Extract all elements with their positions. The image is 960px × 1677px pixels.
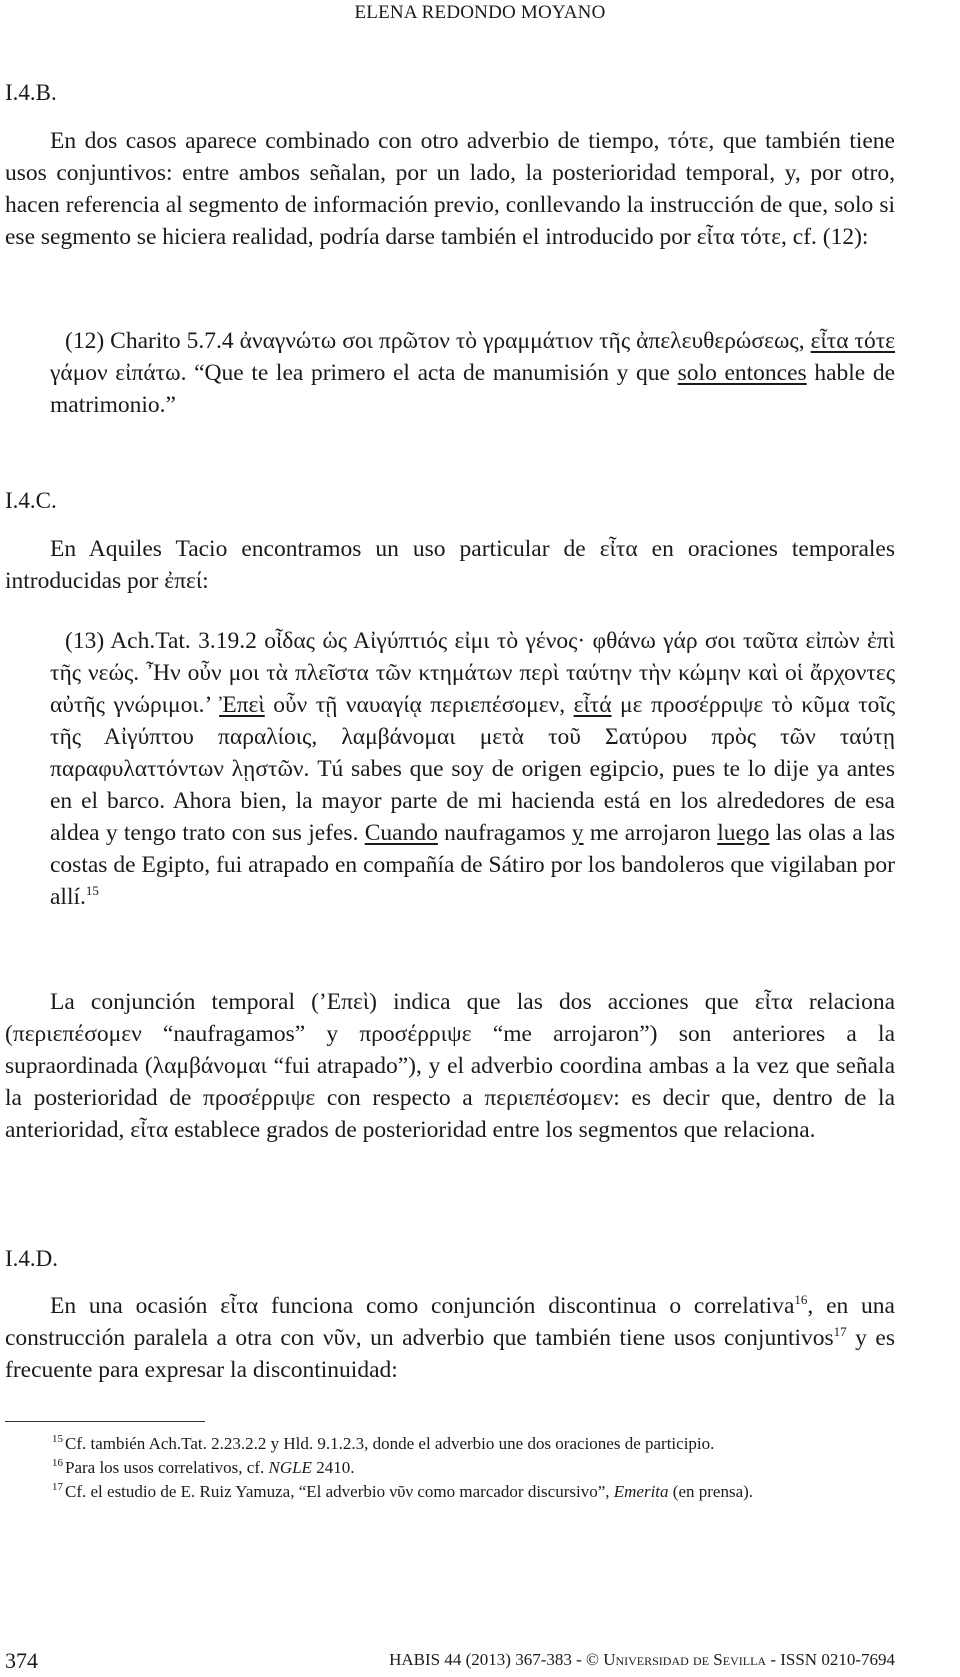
footnote-15 (52, 1433, 932, 1455)
paragraph-b-1: En dos casos aparece combinado con otro adverbio de tiempo, τότε, que también tiene usos conjuntivos: entre ambos señalan, por un lado, la posterioridad temporal, y, por otro, hacen referencia al segmento de información previo, conllevando la instrucción de que, solo si ese segmento se hiciera realidad, podría darse también el introducido por εἶτα τότε, cf. (12): (5, 128, 895, 250)
footnote-divider (5, 1421, 205, 1422)
paragraph-text: y es frecuente para expresar la discontinuidad: (5, 1325, 895, 1383)
footnote-16 (52, 1457, 932, 1479)
example-greek-underlined: εἶτά (573, 692, 612, 718)
example-greek: γάμον εἰπάτω. (50, 360, 187, 386)
example-greek-underlined: εἶτα τότε (810, 328, 896, 354)
example-translation-underlined: y (571, 820, 584, 846)
example-greek: οἶδας ὡς Αἰγύπτιός εἰμι τὸ γένος· φθάνω γάρ σοι ταῦτα εἰπὼν ἐπὶ τῆς νεώς. Ἦν οὖν μοι τὰ πλεῖστα τῶν κτημάτων περὶ ταύτην τὴν κώμην καὶ οἱ ἄρχοντες αὐτῆς γνώριμοι.’ (50, 628, 895, 718)
example-greek-underlined: Ἐπεὶ (219, 692, 265, 718)
page-footer (5, 1648, 895, 1674)
example-greek: με προσέρριψε τὸ κῦμα τοῖς τῆς Αἰγύπτου παραλίοις, λαμβάνομαι μετὰ τοῦ Σατύρου πρὸς τῶν ταύτῃ παραφυλαττόντων λῃστῶν. (50, 692, 896, 782)
journal-text: HABIS 44 (2013) 367-383 - © (389, 1650, 604, 1669)
journal-issn: - ISSN 0210-7694 (766, 1650, 895, 1669)
example-number: (13) (65, 628, 105, 654)
example-translation-underlined: luego (717, 820, 770, 846)
footnote-italic: NGLE (268, 1458, 312, 1477)
footnote-text: Cf. también Ach.Tat. 2.23.2.2 y Hld. 9.1.2.3, donde el adverbio une dos oraciones de participio. (65, 1434, 715, 1453)
footnote-ref-15[interactable]: 15 (85, 883, 99, 899)
journal-publisher: Universidad de Sevilla (603, 1650, 767, 1669)
page-number: 374 (5, 1648, 38, 1673)
running-head: ELENA REDONDO MOYANO (354, 2, 606, 23)
footnote-text: Para los usos correlativos, cf. (65, 1458, 269, 1477)
paragraph-c-2: La conjunción temporal (’Επεὶ) indica que las dos acciones que εἶτα relaciona (περιεπέσομεν “naufragamos” y προσέρριψε “me arrojaron”) son anteriores a la supraordinada (λαμβάνομαι “fui atrapado”), y el adverbio coordina ambas a la vez que señala la posterioridad de προσέρριψε con respecto a περιεπέσομεν: es decir que, dentro de la anterioridad, εἶτα establece grados de posterioridad entre los segmentos que relaciona. (5, 989, 895, 1143)
example-source: Charito 5.7.4 (110, 328, 234, 354)
paragraph-text: En una ocasión εἶτα funciona como conjunción discontinua o correlativa (50, 1293, 795, 1319)
example-greek: οὖν τῇ ναυαγίᾳ περιεπέσομεν, (273, 692, 566, 718)
footnote-17 (52, 1481, 932, 1503)
example-12 (50, 325, 895, 421)
footnote-number: 16 (52, 1457, 63, 1470)
section-label-d: I.4.D. (5, 1246, 59, 1271)
footnote-number: 17 (52, 1481, 63, 1494)
footnote-ref-17[interactable]: 17 (833, 1324, 847, 1340)
example-translation: me arrojaron (589, 820, 711, 846)
example-translation-underlined: Cuando (364, 820, 438, 846)
example-source: Ach.Tat. 3.19.2 (110, 628, 257, 654)
section-label-b: I.4.B. (5, 80, 57, 105)
footnote-italic: Emerita (613, 1482, 669, 1501)
example-translation: hable de matrimonio.” (50, 360, 896, 418)
paragraph-c-1: En Aquiles Tacio encontramos un uso particular de εἶτα en oraciones temporales introducidas por ἐπεί: (5, 536, 895, 594)
footnote-text: 2410. (311, 1458, 355, 1477)
example-translation: “Que te lea primero el acta de manumisión y que (194, 360, 670, 386)
example-translation: Tú sabes que soy de origen egipcio, pues te lo dije ya antes en el barco. Ahora bien, la mayor parte de mi hacienda está en los alrededores de esa aldea y tengo trato con sus jefes. (50, 756, 895, 846)
example-number: (12) (65, 328, 105, 354)
footnote-text: Cf. el estudio de E. Ruiz Yamuza, “El adverbio νῦν como marcador discursivo”, (65, 1482, 614, 1501)
example-translation: las olas a las costas de Egipto, fui atrapado en compañía de Sátiro por los bandoleros que vigilaban por allí. (50, 820, 896, 910)
journal-citation (389, 1650, 895, 1670)
section-label-c: I.4.C. (5, 488, 57, 513)
footnote-ref-16[interactable]: 16 (794, 1292, 808, 1308)
paragraph-d-1 (5, 1290, 895, 1386)
footnote-number: 15 (52, 1433, 63, 1446)
footnote-text: (en prensa). (668, 1482, 754, 1501)
example-greek: ἀναγνώτω σοι πρῶτον τὸ γραμμάτιον τῆς ἀπελευθερώσεως, (239, 328, 805, 354)
example-13 (50, 625, 895, 913)
paragraph-text: , en una construcción paralela a otra con νῦν, un adverbio que también tiene usos conjuntivos (5, 1293, 895, 1351)
example-translation-underlined: solo entonces (677, 360, 807, 386)
example-translation: naufragamos (444, 820, 566, 846)
